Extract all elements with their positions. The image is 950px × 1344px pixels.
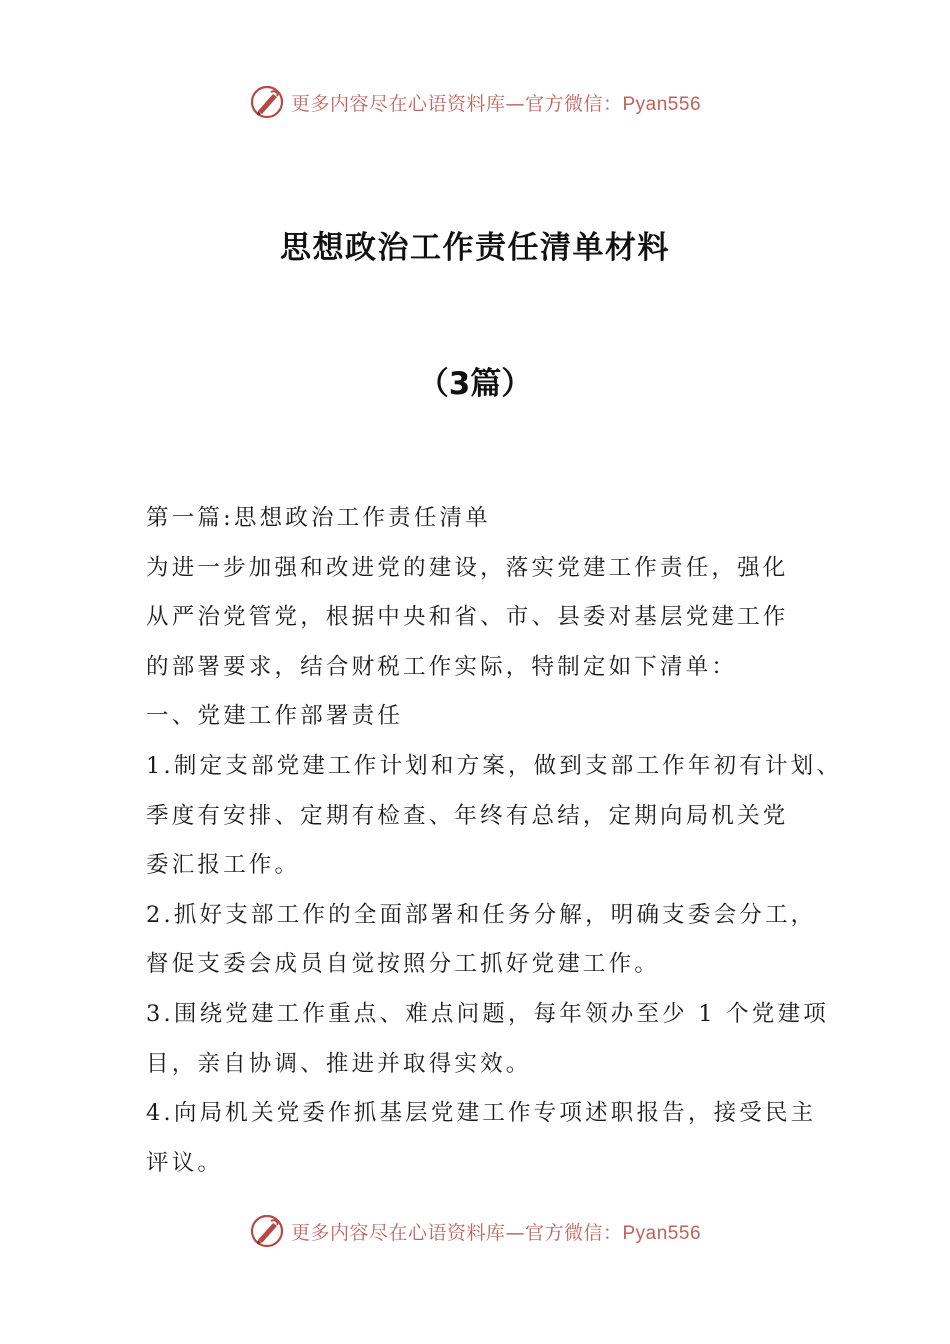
paragraph-line: 为进一步加强和改进党的建设，落实党建工作责任，强化 [146,554,789,581]
banner-wechat-id: Pyan556 [622,1222,702,1244]
document-subtitle: （3篇） [417,366,533,402]
pen-circle-logo-icon [249,84,285,120]
banner-wechat-label: 官方微信： [524,1221,623,1244]
list-item-line: 委汇报工作。 [146,852,301,879]
banner-wechat-id: Pyan556 [622,93,702,115]
list-item-line: 3.围绕党建工作重点、难点问题，每年领办至少 1 个党建项 [146,1000,829,1027]
section-heading: 第一篇:思想政治工作责任清单 [146,505,491,531]
subsection-heading: 一、党建工作部署责任 [146,703,404,730]
banner-text [291,89,701,116]
banner-separator: — [505,1221,525,1244]
list-item-line: 1.制定支部党建工作计划和方案，做到支部工作年初有计划、 [146,752,843,779]
banner-text [291,1218,701,1245]
header-banner [0,80,950,124]
banner-slogan: 更多内容尽在心语资料库 [290,1221,506,1244]
list-item-line: 季度有安排、定期有检查、年终有总结，定期向局机关党 [146,802,789,829]
paragraph-line: 的部署要求，结合财税工作实际，特制定如下清单： [146,653,738,680]
list-item-line: 督促支委会成员自觉按照分工抓好党建工作。 [146,951,661,978]
banner-separator: — [505,92,525,115]
list-item-line: 2.抓好支部工作的全面部署和任务分解，明确支委会分工， [146,901,817,928]
banner-wechat-label: 官方微信： [524,92,623,115]
paragraph-line: 从严治党管党，根据中央和省、市、县委对基层党建工作 [146,604,789,631]
list-item-line: 4.向局机关党委作抓基层党建工作专项述职报告，接受民主 [146,1100,817,1127]
pen-circle-logo-icon [249,1213,285,1249]
document-title: 思想政治工作责任清单材料 [280,230,670,266]
document-body [146,494,843,1188]
list-item-line: 评议。 [146,1149,224,1176]
footer-banner [0,1209,950,1253]
list-item-line: 目，亲自协调、推进并取得实效。 [146,1050,532,1077]
banner-slogan: 更多内容尽在心语资料库 [290,92,506,115]
